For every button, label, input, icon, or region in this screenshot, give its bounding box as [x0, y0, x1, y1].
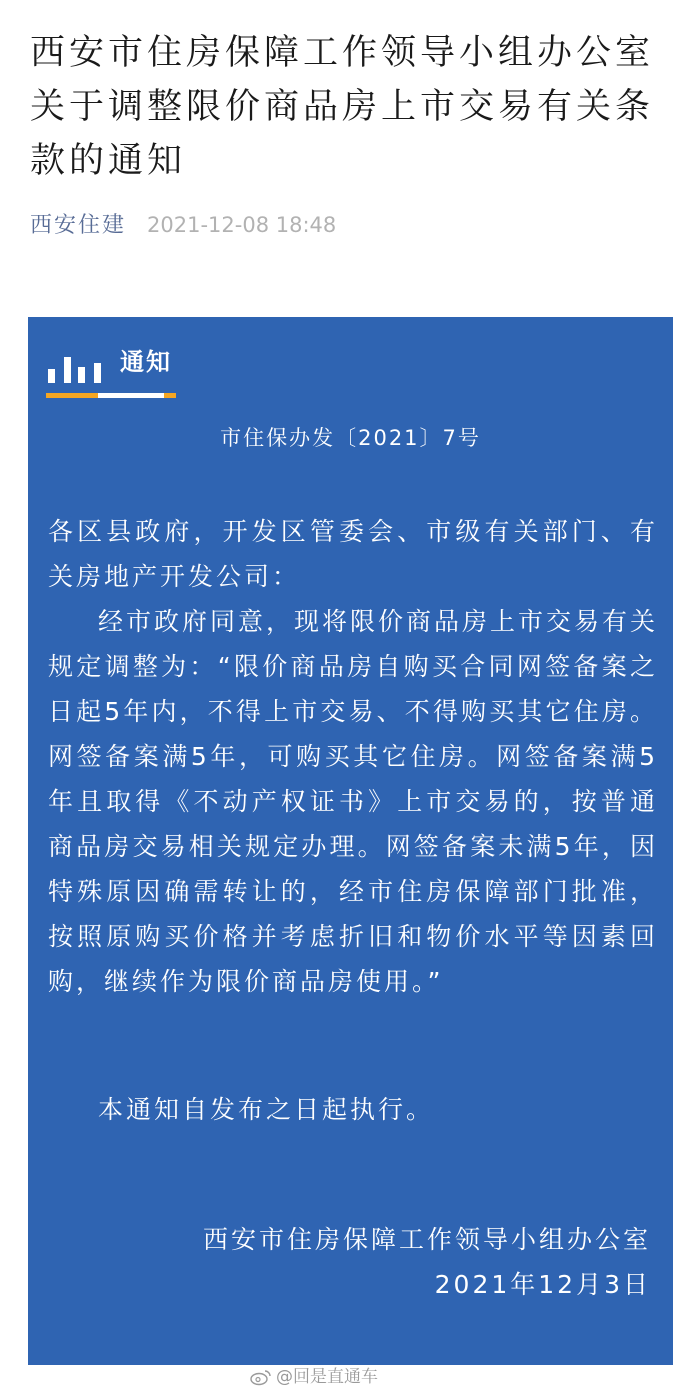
signature-org: 西安市住房保障工作领导小组办公室 — [202, 1225, 651, 1254]
closing-statement: 本通知自发布之日起执行。 — [98, 1095, 435, 1124]
notice-body — [48, 509, 658, 1004]
article-meta — [30, 210, 336, 241]
document-number: 市住保办发〔2021〕7号 — [220, 426, 481, 450]
signature-date: 2021年12月3日 — [434, 1270, 651, 1299]
heading-underline — [46, 393, 176, 398]
signature-block — [151, 1217, 651, 1307]
bar-chart-icon — [48, 353, 108, 383]
recipients: 各区县政府，开发区管委会、市级有关部门、有关房地产开发公司： — [48, 517, 658, 591]
article-title: 西安市住房保障工作领导小组办公室关于调整限价商品房上市交易有关条款的通知 — [30, 33, 655, 181]
watermark — [250, 1366, 378, 1388]
publish-time: 2021-12-08 18:48 — [147, 213, 337, 237]
author-link[interactable]: 西安住建 — [30, 213, 127, 238]
notice-heading: 通知 — [120, 348, 172, 376]
weibo-icon — [250, 1368, 272, 1386]
notice-paragraph: 经市政府同意，现将限价商品房上市交易有关规定调整为：“限价商品房自购买合同网签备案之日起5年内，不得上市交易、不得购买其它住房。网签备案满5年，可购买其它住房。网签备案满5年且取得《不动产权证书》上市交易的，按普通商品房交易相关规定办理。网签备案未满5年，因特殊原因确需转让的，经市住房保障部门批准，按照原购买价格并考虑折旧和物价水平等因素回购，继续作为限价商品房使用。” — [48, 607, 659, 996]
notice-image — [28, 317, 673, 1365]
watermark-text: @回是直通车 — [276, 1367, 378, 1387]
